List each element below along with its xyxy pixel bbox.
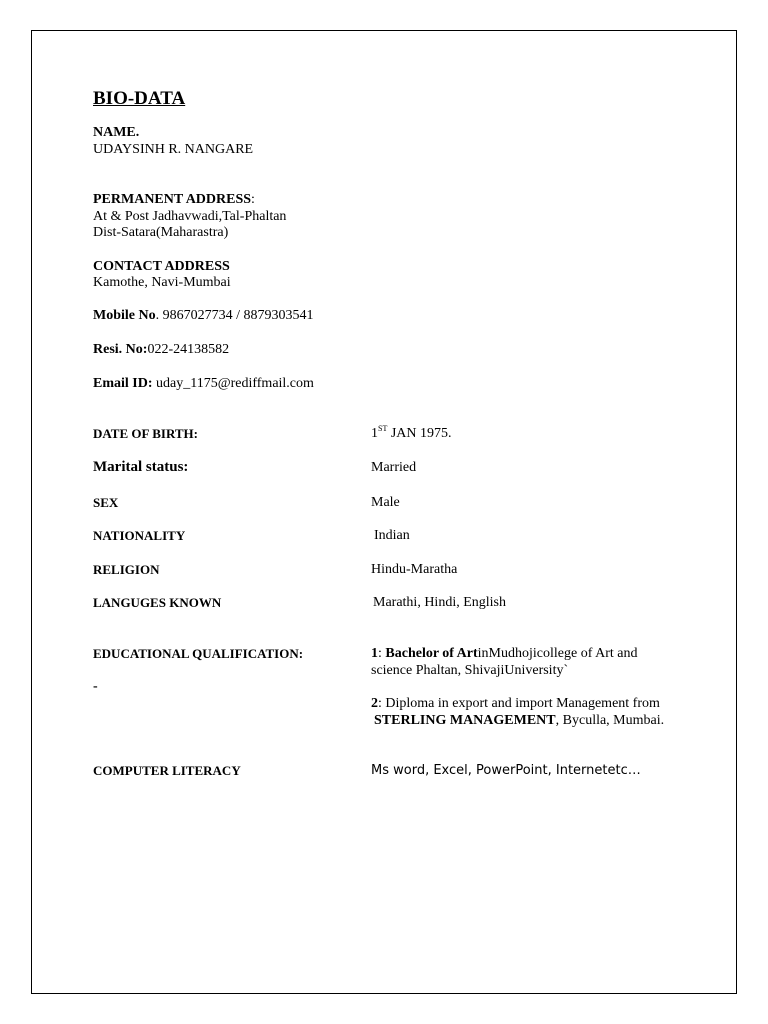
languages-label: LANGUGES KNOWN [93, 595, 222, 610]
education-item-1-line1 [371, 645, 637, 662]
dob-rest: JAN 1975. [387, 426, 452, 441]
name-label: NAME. [93, 125, 140, 140]
contact-address-value: Kamothe, Navi-Mumbai [93, 275, 231, 290]
dob-ordinal: ST [378, 424, 388, 433]
email-row [93, 375, 314, 392]
permanent-address-line1: At & Post Jadhavwadi,Tal-Phaltan [93, 209, 287, 224]
nationality-label: NATIONALITY [93, 528, 186, 543]
resi-label: Resi. No: [93, 342, 148, 357]
education-item-1-line2: science Phaltan, ShivajiUniversity` [371, 663, 569, 678]
religion-value: Hindu-Maratha [371, 562, 458, 577]
education-item-1-degree: Bachelor of Art [385, 646, 478, 661]
email-value: uday_1175@rediffmail.com [152, 376, 314, 391]
mobile-row [93, 307, 314, 324]
education-label: EDUCATIONAL QUALIFICATION: [93, 646, 304, 661]
document-title: BIO-DATA [93, 88, 186, 109]
computer-literacy-value: Ms word, Excel, PowerPoint, Internetetc… [371, 763, 641, 778]
education-item-2-institute: STERLING MANAGEMENT [374, 713, 556, 728]
mobile-label: Mobile No [93, 308, 156, 323]
education-item-2-line1 [371, 695, 660, 712]
sex-label: SEX [93, 495, 119, 510]
page-border [31, 30, 737, 994]
dob-label: DATE OF BIRTH: [93, 426, 198, 441]
resi-row [93, 341, 229, 358]
mobile-value: . 9867027734 / 8879303541 [155, 308, 314, 323]
education-item-1-number: 1 [371, 646, 378, 661]
dob-day: 1 [371, 426, 378, 441]
email-label: Email ID: [93, 376, 153, 391]
languages-value: Marathi, Hindi, English [373, 595, 506, 610]
education-item-2-location: , Byculla, Mumbai. [555, 713, 665, 728]
education-item-1-rest: inMudhojicollege of Art and [477, 646, 638, 661]
education-item-2-text: : Diploma in export and import Management from [378, 696, 660, 711]
marital-label: Marital status: [93, 459, 189, 475]
computer-literacy-label: COMPUTER LITERACY [93, 763, 241, 778]
permanent-address-colon: : [251, 192, 255, 207]
education-item-2-number: 2 [371, 696, 378, 711]
education-item-2-line2 [374, 712, 664, 729]
resi-value: 022-24138582 [147, 342, 230, 357]
permanent-address-heading [93, 191, 255, 208]
marital-value: Married [371, 460, 417, 475]
education-dash: - [93, 679, 98, 694]
education-item-1-colon: : [378, 646, 386, 661]
sex-value: Male [371, 495, 400, 510]
religion-label: RELIGION [93, 562, 160, 577]
dob-value [371, 425, 452, 442]
nationality-value: Indian [374, 528, 410, 543]
contact-address-label: CONTACT ADDRESS [93, 259, 230, 274]
permanent-address-label: PERMANENT ADDRESS [93, 192, 252, 207]
name-value: UDAYSINH R. NANGARE [93, 142, 254, 157]
permanent-address-line2: Dist-Satara(Maharastra) [93, 225, 229, 240]
